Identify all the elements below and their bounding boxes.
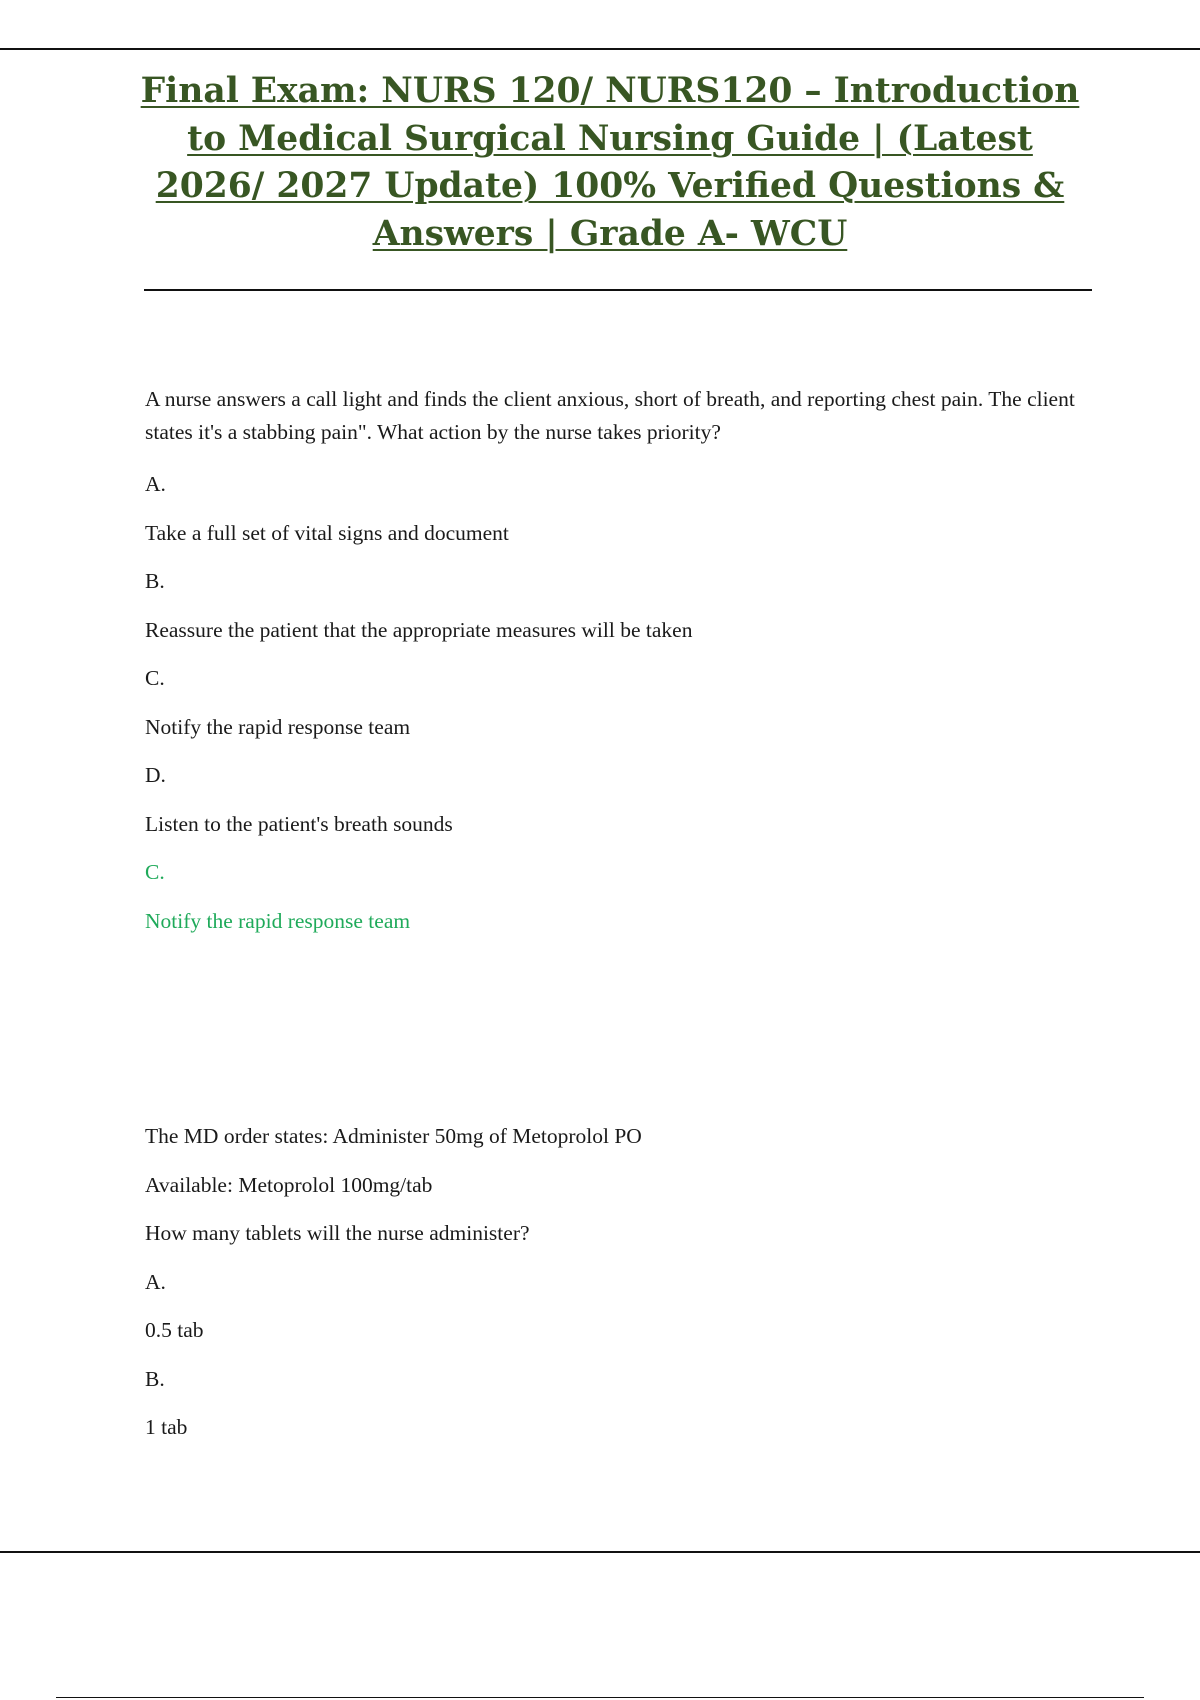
question-2-stem-line: How many tablets will the nurse administer? xyxy=(145,1221,530,1245)
option-letter: B. xyxy=(145,569,165,593)
option-letter: A. xyxy=(145,1269,166,1294)
page-bottom-divider xyxy=(0,1551,1200,1553)
document-body xyxy=(145,383,1100,1464)
option-text: Notify the rapid response team xyxy=(145,714,411,739)
title-block xyxy=(130,68,1090,258)
question-2 xyxy=(145,1124,1100,1440)
option-letter: A. xyxy=(145,472,166,496)
option-text: Reassure the patient that the appropriate measures will be taken xyxy=(145,617,693,642)
top-divider xyxy=(0,48,1200,50)
title-divider xyxy=(144,289,1092,291)
answer-text: Notify the rapid response team xyxy=(145,908,411,933)
option-text: 0.5 tab xyxy=(145,1318,204,1342)
document-title: Final Exam: NURS 120/ NURS120 – Introduction to Medical Surgical Nursing Guide | (Latest 2026/ 2027 Update) 100% Verified Questions & Answers | Grade A- WCU xyxy=(140,71,1080,254)
question-spacer xyxy=(145,957,1100,1124)
option-letter: B. xyxy=(145,1366,165,1391)
option-text: Listen to the patient's breath sounds xyxy=(145,811,453,836)
option-text: Take a full set of vital signs and document xyxy=(145,520,509,545)
option-letter: D. xyxy=(145,763,166,787)
next-page-divider xyxy=(56,1697,1144,1698)
answer-letter: C. xyxy=(145,860,165,884)
question-1-stem: A nurse answers a call light and finds the client anxious, short of breath, and reporting chest pain. The client states it's a stabbing pain". What action by the nurse takes priority? xyxy=(145,387,1075,444)
question-1 xyxy=(145,383,1100,933)
option-letter: C. xyxy=(145,666,165,690)
option-text: 1 tab xyxy=(145,1415,188,1439)
question-2-stem-line: The MD order states: Administer 50mg of Metoprolol PO xyxy=(145,1124,642,1148)
question-2-stem-line: Available: Metoprolol 100mg/tab xyxy=(145,1172,433,1197)
